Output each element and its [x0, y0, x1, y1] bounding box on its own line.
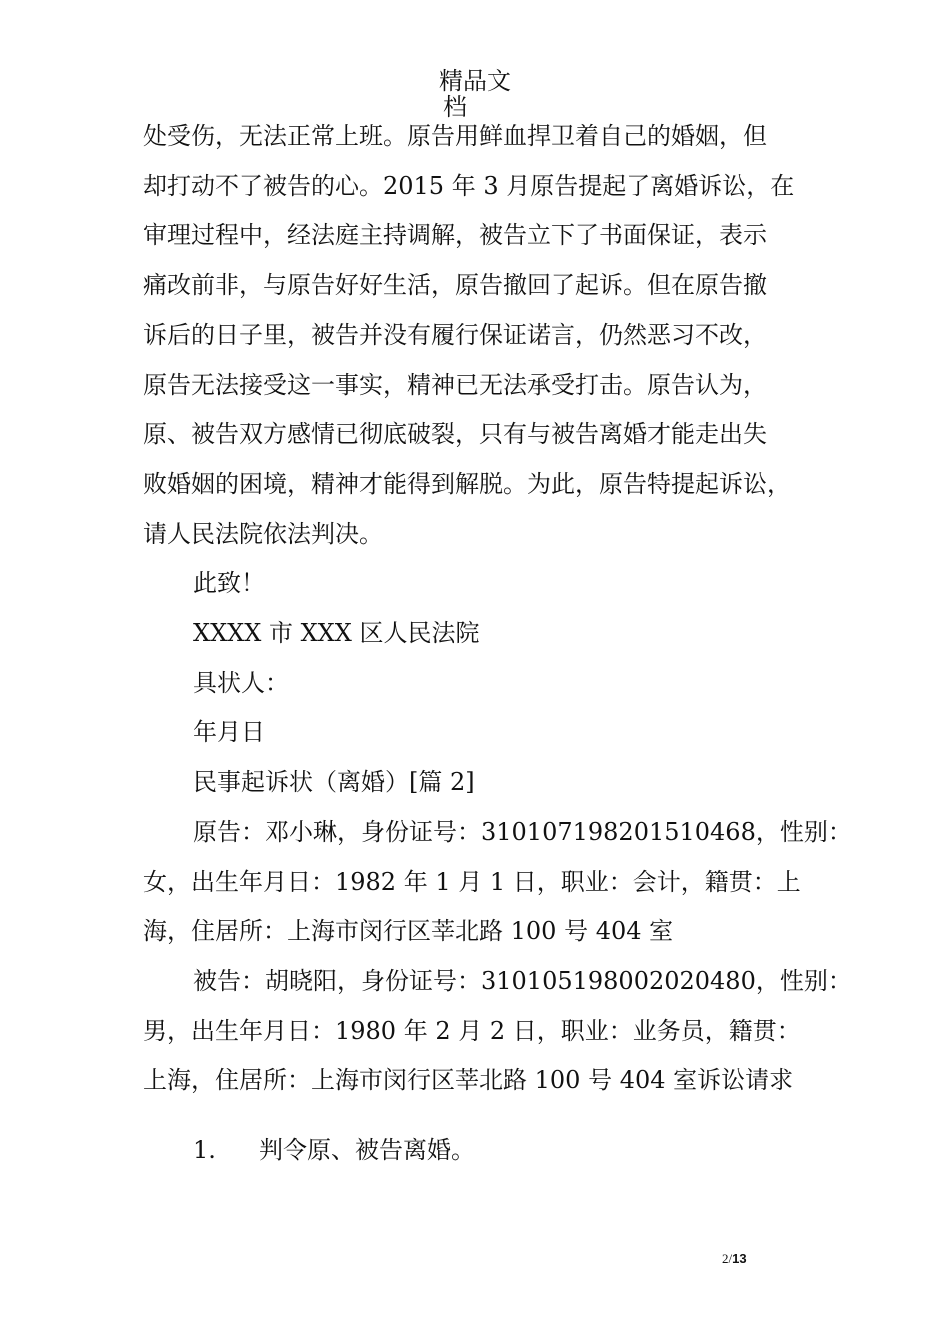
defendant-info-line: 被告：胡晓阳，身份证号：310105198002020480，性别： [193, 966, 852, 995]
defendant-info-line: 上海，住居所：上海市闵行区莘北路 100 号 404 室诉讼请求 [143, 1066, 794, 1095]
court-name: XXXX 市 XXX 区人民法院 [193, 619, 480, 648]
list-item-number: 1. [193, 1136, 216, 1165]
salutation: 此致！ [193, 569, 265, 598]
header-line-2: 档 [443, 93, 467, 121]
text-line: 处受伤，无法正常上班。原告用鲜血捍卫着自己的婚姻，但 [143, 122, 767, 150]
plaintiff-info-line: 原告：邓小琳，身份证号：310107198201510468，性别： [193, 817, 852, 846]
header-line-1: 精品文 [439, 67, 511, 95]
text-line: 痛改前非，与原告好好生活，原告撤回了起诉。但在原告撤 [143, 271, 767, 300]
text-line: 诉后的日子里，被告并没有履行保证诺言，仍然恶习不改， [143, 320, 767, 349]
plaintiff-info-line: 海，住居所：上海市闵行区莘北路 100 号 404 室 [143, 917, 674, 946]
list-item-text: 判令原、被告离婚。 [259, 1136, 475, 1165]
date-label: 年月日 [193, 718, 265, 747]
text-line: 审理过程中，经法庭主持调解，被告立下了书面保证，表示 [143, 221, 767, 250]
defendant-info-line: 男，出生年月日：1980 年 2 月 2 日，职业：业务员，籍贯： [143, 1016, 801, 1045]
list-item [143, 1126, 823, 1176]
plaintiff-signature-label: 具状人： [193, 668, 289, 697]
text-line: 原、被告双方感情已彻底破裂，只有与被告离婚才能走出失 [143, 420, 767, 449]
text-line: 原告无法接受这一事实，精神已无法承受打击。原告认为， [143, 370, 767, 399]
document-body [143, 112, 852, 1176]
page-total: 13 [732, 1251, 747, 1266]
text-line: 却打动不了被告的心。2015 年 3 月原告提起了离婚诉讼，在 [143, 171, 795, 200]
page-current: 2/ [722, 1251, 733, 1266]
page-number [722, 1251, 747, 1267]
plaintiff-info-line: 女，出生年月日：1982 年 1 月 1 日，职业：会计，籍贯：上 [143, 867, 801, 896]
text-line: 败婚姻的困境，精神才能得到解脱。为此，原告特提起诉讼， [143, 469, 791, 498]
section-title: 民事起诉状（离婚）[篇 2] [193, 768, 475, 797]
text-line: 请人民法院依法判决。 [143, 519, 383, 548]
